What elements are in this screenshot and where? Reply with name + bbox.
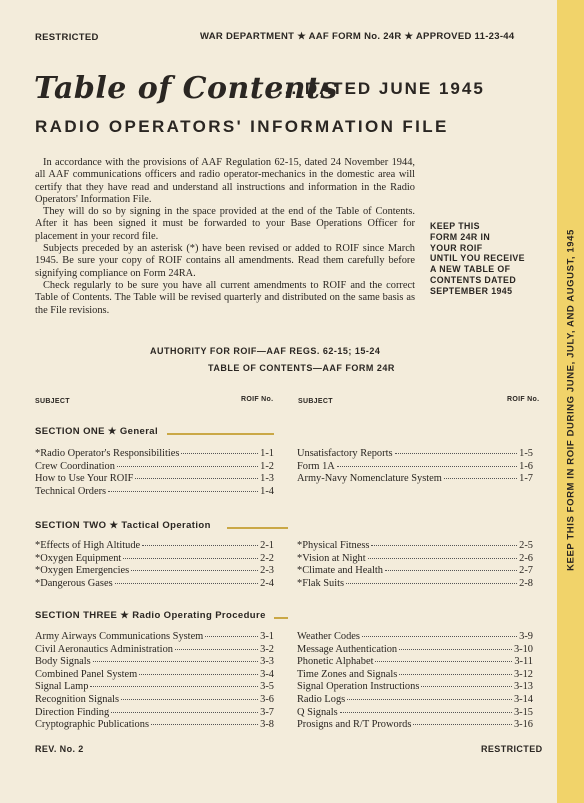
dot-leader [115, 583, 259, 584]
toc-entry-roif-number: 2-8 [519, 577, 533, 589]
toc-entry-roif-number: 3-3 [260, 656, 274, 668]
toc-entry-subject: Signal Operation Instructions [297, 681, 420, 693]
toc-entry-roif-number: 1-3 [260, 473, 274, 485]
dot-leader [111, 712, 258, 713]
revision-number: REV. No. 2 [35, 744, 84, 754]
dot-leader [121, 699, 258, 700]
note-line: CONTENTS DATED [430, 274, 517, 285]
intro-paragraph: Subjects preceded by an asterisk (*) have been revised or added to ROIF since March 1945. Be sure your copy of ROIF contains all amendments. Read them carefully before signifying compliance on Form 24RA. [35, 243, 415, 279]
toc-entry-roif-number: 1-7 [519, 473, 533, 485]
toc-entry-subject: Body Signals [35, 656, 91, 668]
intro-paragraph: They will do so by signing in the space provided at the end of the Table of Contents. After it has been signed it must be forwarded to your Base Operations Officer for placement in your record file. [35, 206, 415, 242]
toc-entry-roif-number: 3-8 [260, 719, 274, 731]
dot-leader [340, 712, 512, 713]
toc-entry-roif-number: 2-6 [519, 552, 533, 564]
dot-leader [108, 491, 258, 492]
toc-entry-subject: Prosigns and R/T Prowords [297, 719, 412, 731]
dot-leader [371, 545, 517, 546]
toc-entry-roif-number: 1-4 [260, 485, 274, 497]
toc-entry-subject: Crew Coordination [35, 460, 115, 472]
toc-entry-roif-number: 2-4 [260, 577, 274, 589]
toc-entry-subject: Civil Aeronautics Administration [35, 643, 173, 655]
dot-leader [375, 661, 512, 662]
keep-form-note [430, 221, 525, 297]
toc-entry-subject: *Flak Suits [297, 577, 345, 589]
table-of-contents-form-line: TABLE OF CONTENTS—AAF FORM 24R [208, 363, 395, 373]
toc-entry [297, 694, 533, 707]
dot-leader [142, 545, 258, 546]
toc-entry [297, 631, 533, 644]
toc-entry-subject: Q Signals [297, 706, 338, 718]
toc-entry-subject: *Climate and Health [297, 565, 383, 577]
toc-entry [35, 578, 274, 591]
dot-leader [175, 649, 258, 650]
toc-entry-subject: Recognition Signals [35, 694, 119, 705]
column-header-roif-no: ROIF No. [241, 396, 274, 403]
toc-entry-subject: *Vision at Night [297, 552, 366, 564]
toc-entry [297, 707, 533, 720]
toc-entry [297, 448, 533, 461]
toc-entry-roif-number: 1-1 [260, 448, 274, 459]
toc-entry-subject: *Oxygen Equipment [35, 552, 122, 564]
title-dated: ... DATED JUNE 1945 [278, 79, 485, 98]
toc-entry [35, 681, 274, 694]
toc-entry-roif-number: 3-10 [513, 643, 533, 655]
toc-entry-subject: Combined Panel System [35, 668, 138, 680]
toc-entry [297, 656, 533, 669]
toc-entry-subject: Army-Navy Nomenclature System [297, 473, 442, 485]
header-form-info: WAR DEPARTMENT ★ AAF FORM No. 24R ★ APPROVED 11-23-44 [200, 31, 515, 42]
intro-text [35, 157, 415, 317]
toc-entry [35, 694, 274, 707]
toc-entry [35, 644, 274, 657]
dot-leader [117, 466, 258, 467]
note-line: A NEW TABLE OF [430, 264, 511, 275]
dot-leader [131, 570, 258, 571]
footer-restricted: RESTRICTED [481, 744, 543, 754]
toc-entry-roif-number: 2-3 [260, 565, 274, 577]
toc-entry-subject: Signal Lamp [35, 681, 89, 693]
note-line: SEPTEMBER 1945 [430, 285, 513, 296]
toc-entry [35, 719, 274, 732]
toc-entry-roif-number: 1-5 [519, 448, 533, 459]
dot-leader [337, 466, 517, 467]
dot-leader [205, 636, 258, 637]
toc-entry-roif-number: 3-14 [513, 694, 533, 705]
toc-entry-roif-number: 2-7 [519, 565, 533, 577]
toc-entry-subject: Direction Finding [35, 706, 110, 718]
section-rule [274, 617, 288, 619]
intro-paragraph: Check regularly to be sure you have all current amendments to ROIF and the correct Table of Contents. The Table will be revised quarterly and distributed on the same basis as the File revisions. [35, 279, 415, 316]
toc-entry [35, 473, 274, 486]
dot-leader [346, 583, 517, 584]
dot-leader [93, 661, 258, 662]
dot-leader [413, 724, 512, 725]
dot-leader [399, 674, 512, 675]
section-heading: SECTION TWO ★ Tactical Operation [35, 520, 211, 531]
toc-entry-subject: Radio Logs [297, 694, 346, 705]
toc-entry [297, 644, 533, 657]
column-header-subject: SUBJECT [298, 398, 333, 405]
dot-leader [385, 570, 517, 571]
toc-entry-subject: Army Airways Communications System [35, 631, 204, 642]
dot-leader [421, 686, 512, 687]
toc-entry [35, 669, 274, 682]
toc-entry [297, 473, 533, 486]
toc-entry-roif-number: 3-6 [260, 694, 274, 705]
toc-entry-roif-number: 2-2 [260, 552, 274, 564]
toc-entry [35, 553, 274, 566]
toc-entry-roif-number: 3-4 [260, 668, 274, 680]
toc-entry-subject: *Oxygen Emergencies [35, 565, 130, 577]
dot-leader [151, 724, 258, 725]
toc-entry-roif-number: 3-13 [513, 681, 533, 693]
toc-entry-subject: Unsatisfactory Reports [297, 448, 393, 459]
toc-entry-subject: Weather Codes [297, 631, 360, 642]
toc-entry-roif-number: 3-15 [513, 706, 533, 718]
toc-entry-subject: *Dangerous Gases [35, 577, 113, 589]
toc-entry-subject: Phonetic Alphabet [297, 656, 374, 668]
dot-leader [90, 686, 258, 687]
toc-entry-subject: *Physical Fitness [297, 540, 370, 551]
dot-leader [135, 478, 258, 479]
toc-entry-roif-number: 3-1 [260, 631, 274, 642]
toc-entry [297, 681, 533, 694]
section-rule [167, 433, 274, 435]
toc-entry-subject: Technical Orders [35, 485, 107, 497]
note-line: UNTIL YOU RECEIVE [430, 253, 525, 264]
section-heading: SECTION THREE ★ Radio Operating Procedure [35, 610, 266, 621]
toc-entry [297, 578, 533, 591]
toc-entry-subject: Message Authentication [297, 643, 398, 655]
toc-entry-roif-number: 3-11 [514, 656, 533, 668]
column-header-subject: SUBJECT [35, 398, 70, 405]
section-heading: SECTION ONE ★ General [35, 426, 159, 437]
toc-entry-subject: *Effects of High Altitude [35, 540, 141, 551]
toc-entry [35, 656, 274, 669]
dot-leader [181, 453, 258, 454]
toc-entry-roif-number: 3-5 [260, 681, 274, 693]
toc-entry [297, 719, 533, 732]
dot-leader [399, 649, 512, 650]
toc-entry-subject: Form 1A [297, 460, 335, 472]
dot-leader [347, 699, 512, 700]
toc-entry [297, 461, 533, 474]
toc-entry-subject: Cryptographic Publications [35, 719, 149, 731]
note-line: YOUR ROIF [430, 242, 483, 253]
toc-entry-roif-number: 3-7 [260, 706, 274, 718]
section-rule [227, 527, 288, 529]
toc-entry-subject: *Radio Operator's Responsibilities [35, 448, 180, 459]
title-script: Table of Contents [34, 71, 338, 106]
toc-entry [297, 553, 533, 566]
toc-entry-roif-number: 3-2 [260, 643, 274, 655]
dot-leader [368, 558, 517, 559]
header-restricted: RESTRICTED [35, 32, 99, 43]
toc-entry-roif-number: 2-5 [519, 540, 533, 551]
toc-entry [35, 707, 274, 720]
toc-entry [35, 461, 274, 474]
toc-entry [297, 540, 533, 553]
dot-leader [395, 453, 518, 454]
toc-entry [35, 486, 274, 499]
column-header-roif-no: ROIF No. [507, 396, 540, 403]
toc-entry-subject: Time Zones and Signals [297, 668, 398, 680]
toc-entry [35, 448, 274, 461]
toc-entry-roif-number: 3-9 [519, 631, 533, 642]
toc-entry-roif-number: 3-12 [513, 668, 533, 680]
page-subtitle: RADIO OPERATORS' INFORMATION FILE [35, 117, 449, 136]
toc-entry-roif-number: 3-16 [513, 719, 533, 731]
intro-paragraph: In accordance with the provisions of AAF Regulation 62-15, dated 24 November 1944, all AAF communications officers and radio operator-mechanics in the domestic area will certify that they have read and understand all instructions and information in the Radio Operators' Information File. [35, 157, 415, 205]
note-line: KEEP THIS [430, 221, 480, 231]
note-line: FORM 24R IN [430, 231, 491, 242]
authority-line: AUTHORITY FOR ROIF—AAF REGS. 62-15; 15-24 [150, 346, 381, 356]
dot-leader [444, 478, 517, 479]
toc-entry-roif-number: 1-6 [519, 460, 533, 472]
dot-leader [123, 558, 258, 559]
toc-entry-roif-number: 2-1 [260, 540, 274, 551]
toc-entry [35, 540, 274, 553]
toc-entry [297, 565, 533, 578]
toc-entry-subject: How to Use Your ROIF [35, 473, 134, 485]
side-strip-text: KEEP THIS FORM IN ROIF DURING JUNE, JULY, AND AUGUST, 1945 [565, 229, 576, 571]
dot-leader [362, 636, 517, 637]
toc-entry [35, 631, 274, 644]
dot-leader [139, 674, 258, 675]
toc-entry [35, 565, 274, 578]
toc-entry-roif-number: 1-2 [260, 460, 274, 472]
toc-entry [297, 669, 533, 682]
